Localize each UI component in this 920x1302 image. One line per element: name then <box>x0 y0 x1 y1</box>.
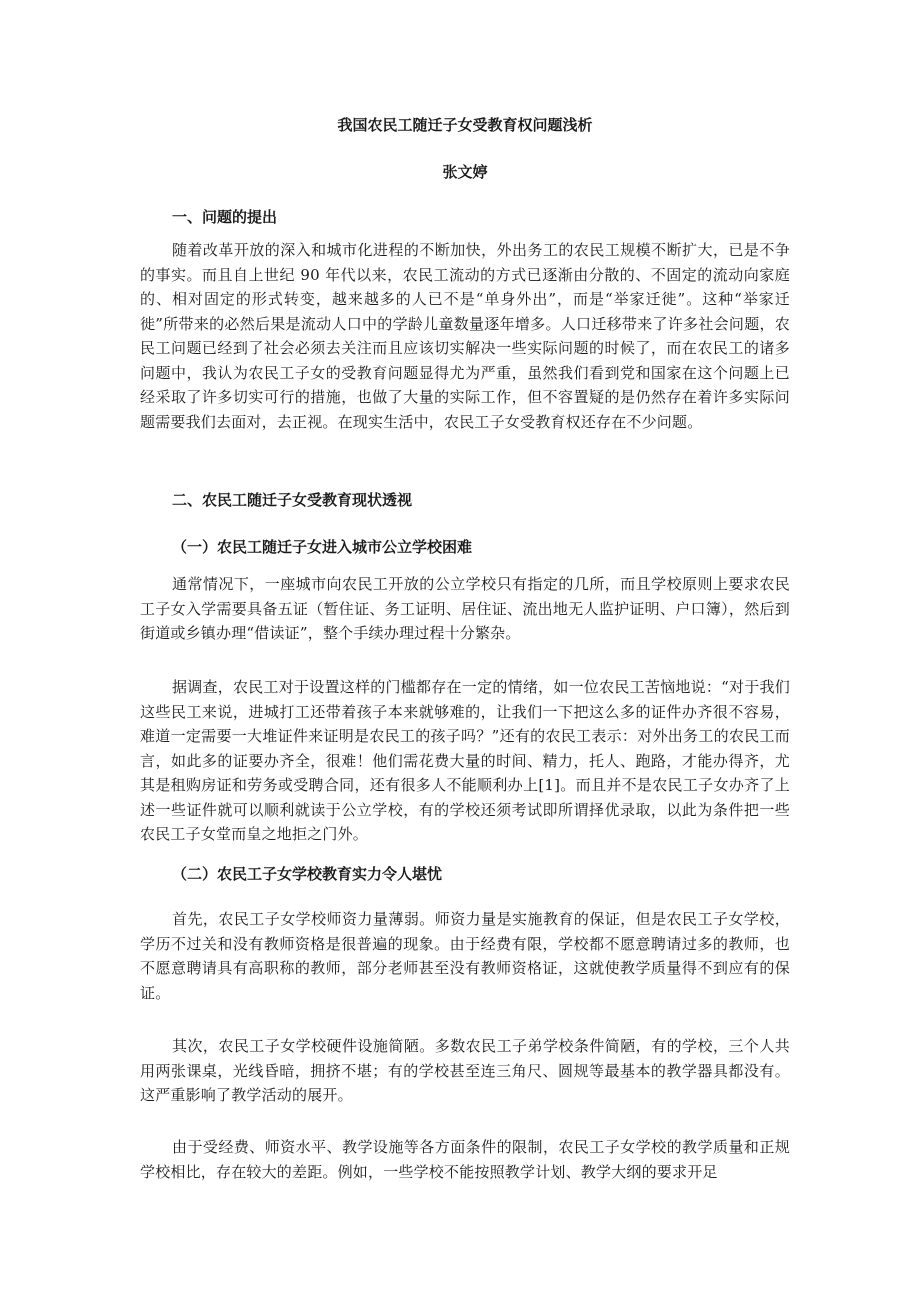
paragraph-facilities: 其次，农民工子女学校硬件设施简陋。多数农民工子弟学校条件简陋，有的学校，三个人共用两张课桌，光线昏暗，拥挤不堪；有的学校甚至连三角尺、圆规等最基本的教学器具都没有。这严重影响了教学活动的展开。 <box>140 1037 790 1104</box>
paragraph-enrollment: 通常情况下，一座城市向农民工开放的公立学校只有指定的几所，而且学校原则上要求农民工子女入学需要具备五证（暂住证、务工证明、居住证、流出地无人监护证明、户口簿），然后到街道或乡镇办理“借读证”，整个手续办理过程十分繁杂。 <box>140 575 790 642</box>
document-title: 我国农民工随迁子女受教育权问题浅析 <box>337 116 593 134</box>
paragraph-survey: 据调查，农民工对于设置这样的门槛都存在一定的情绪，如一位农民工苦恼地说：“对于我们这些民工来说，进城打工还带着孩子本来就够难的，让我们一下把这么多的证件办齐很不容易，难道一定需要一大堆证件来证明是农民工的孩子吗？”还有的农民工表示：对外出务工的农民工而言，如此多的证要办齐全，很难！他们需花费大量的时间、精力，托人、跑路，才能办得齐，尤其是租购房证和劳务或受聘合同，还有很多人不能顺利办上[1]。而且并不是农民工子女办齐了上述一些证件就可以顺利就读于公立学校，有的学校还须考试即所谓择优录取，以此为条件把一些农民工子女堂而皇之地拒之门外。 <box>140 678 790 843</box>
paragraph-teachers: 首先，农民工子女学校师资力量薄弱。师资力量是实施教育的保证，但是农民工子女学校，学历不过关和没有教师资格是很普遍的现象。由于经费有限，学校都不愿意聘请过多的教师，也不愿意聘请具有高职称的教师，部分老师甚至没有教师资格证，这就使教学质量得不到应有的保证。 <box>140 910 790 1002</box>
subsection-heading-2: （二）农民工子女学校教育实力令人堪忧 <box>172 865 443 883</box>
subsection-heading-1: （一）农民工随迁子女进入城市公立学校困难 <box>172 538 473 556</box>
section-heading-2: 二、农民工随迁子女受教育现状透视 <box>172 491 413 509</box>
paragraph-quality: 由于受经费、师资水平、教学设施等各方面条件的限制，农民工子女学校的教学质量和正规学校相比，存在较大的差距。例如，一些学校不能按照教学计划、教学大纲的要求开足 <box>140 1138 790 1181</box>
paragraph-intro: 随着改革开放的深入和城市化进程的不断加快，外出务工的农民工规模不断扩大，已是不争的事实。而且自上世纪 90 年代以来，农民工流动的方式已逐渐由分散的、不固定的流动向家庭的、相对固定的形式转变，越来越多的人已不是“单身外出”，而是“举家迁徙”。这种“举家迁徙”所带来的必然后果是流动人口中的学龄儿童数量逐年增多。人口迁移带来了许多社会问题，农民工问题已经到了社会必须去关注而且应该切实解决一些实际问题的时候了，而在农民工的诸多问题中，我认为农民工子女的受教育问题显得尤为严重，虽然我们看到党和国家在这个问题上已经采取了许多切实可行的措施，也做了大量的实际工作，但不容置疑的是仍然存在着许多实际问题需要我们去面对，去正视。在现实生活中，农民工子女受教育权还存在不少问题。 <box>140 241 790 431</box>
section-heading-1: 一、问题的提出 <box>172 208 278 226</box>
document-author: 张文婷 <box>442 163 488 181</box>
